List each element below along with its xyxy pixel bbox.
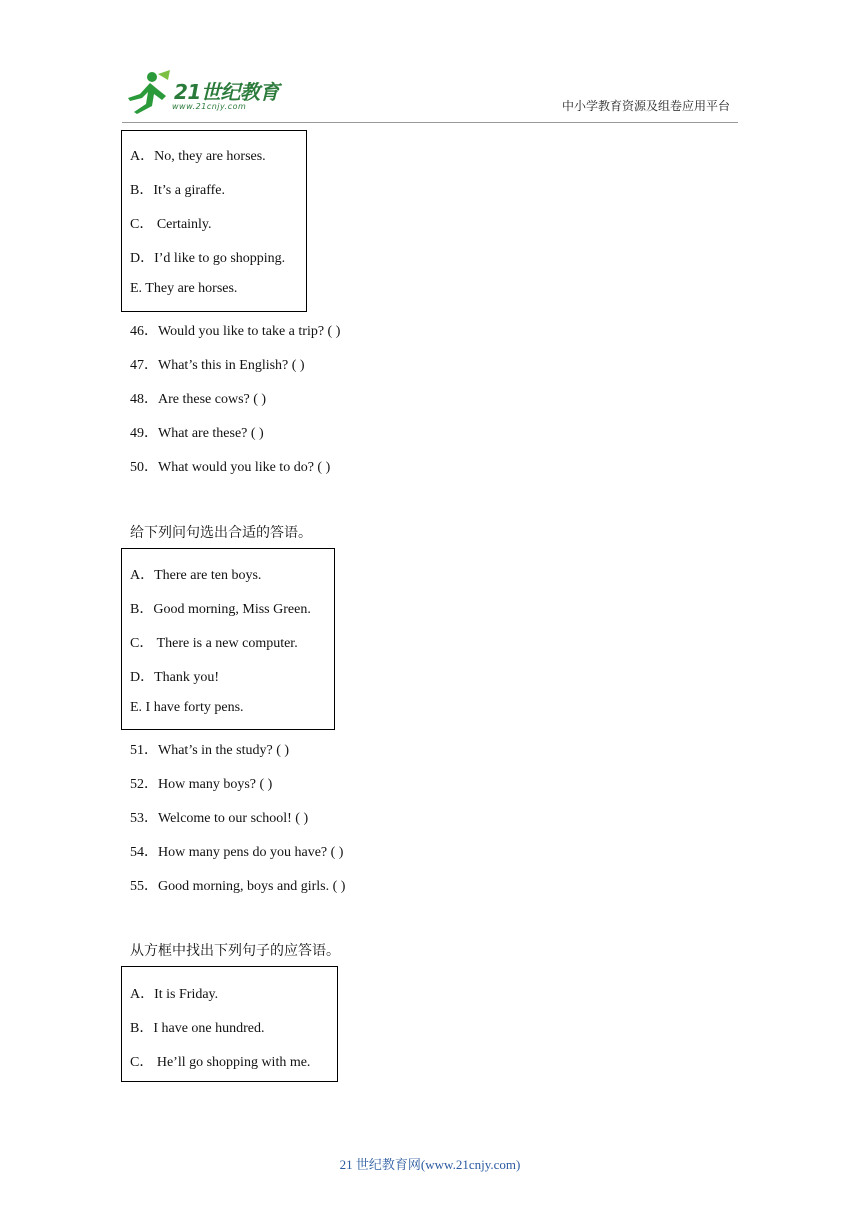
option-item: A．There are ten boys. bbox=[130, 568, 262, 583]
question-item: 51．What’s in the study? ( ) bbox=[130, 743, 290, 758]
logo-url: www.21cnjy.com bbox=[172, 102, 247, 111]
section-heading: 给下列问句选出合适的答语。 bbox=[130, 525, 312, 541]
question-item: 52．How many boys? ( ) bbox=[130, 777, 273, 792]
logo-text: 21世纪教育 bbox=[174, 80, 279, 104]
question-item: 55．Good morning, boys and girls. ( ) bbox=[130, 879, 346, 894]
runner-logo-icon bbox=[122, 70, 172, 114]
option-item: E. I have forty pens. bbox=[130, 700, 244, 715]
options-box-1 bbox=[121, 130, 307, 312]
option-item: C． There is a new computer. bbox=[130, 636, 298, 651]
option-item: C． He’ll go shopping with me. bbox=[130, 1055, 311, 1070]
footer-text: 21 世纪教育网(www.21cnjy.com) bbox=[339, 1157, 521, 1172]
question-item: 49．What are these? ( ) bbox=[130, 426, 264, 441]
site-logo bbox=[122, 70, 287, 116]
option-item: A．No, they are horses. bbox=[130, 149, 266, 164]
options-box-2 bbox=[121, 548, 335, 730]
option-item: B．Good morning, Miss Green. bbox=[130, 602, 311, 617]
question-item: 54．How many pens do you have? ( ) bbox=[130, 845, 344, 860]
option-item: D．Thank you! bbox=[130, 670, 220, 685]
section-heading: 从方框中找出下列句子的应答语。 bbox=[130, 943, 340, 959]
option-item: E. They are horses. bbox=[130, 281, 238, 296]
option-item: A．It is Friday. bbox=[130, 987, 219, 1002]
question-item: 50．What would you like to do? ( ) bbox=[130, 460, 331, 475]
header-platform-name: 中小学教育资源及组卷应用平台 bbox=[561, 99, 730, 113]
option-item: B．I have one hundred. bbox=[130, 1021, 265, 1036]
question-item: 53．Welcome to our school! ( ) bbox=[130, 811, 309, 826]
option-item: D．I’d like to go shopping. bbox=[130, 251, 286, 266]
question-item: 46．Would you like to take a trip? ( ) bbox=[130, 324, 341, 339]
option-item: B．It’s a giraffe. bbox=[130, 183, 225, 198]
header-divider bbox=[122, 122, 738, 123]
question-item: 47．What’s this in English? ( ) bbox=[130, 358, 305, 373]
question-item: 48．Are these cows? ( ) bbox=[130, 392, 267, 407]
options-box-3 bbox=[121, 966, 338, 1082]
option-item: C． Certainly. bbox=[130, 217, 212, 232]
